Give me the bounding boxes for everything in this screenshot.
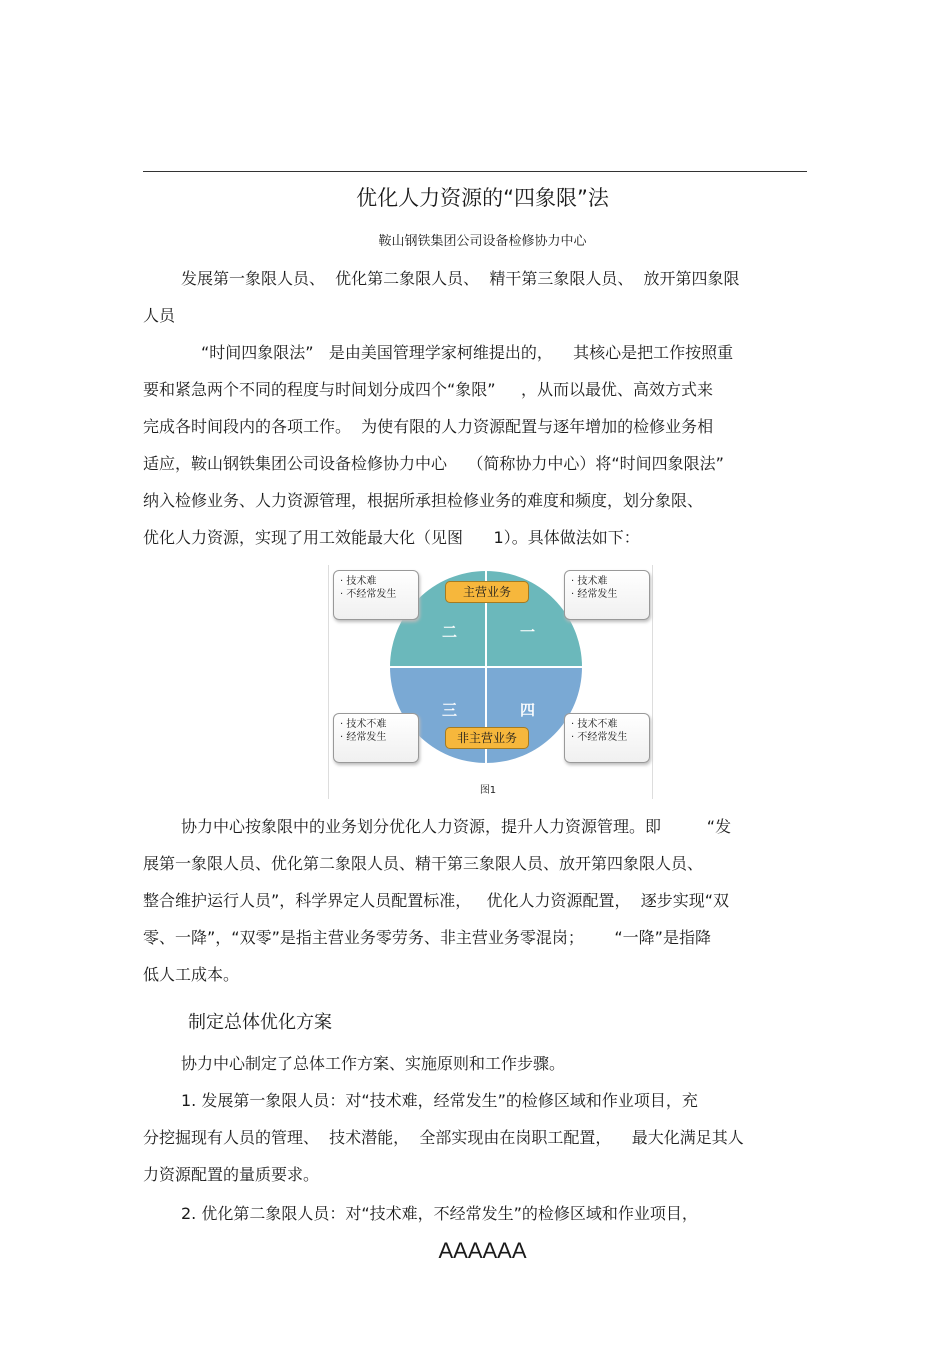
quadrant-figure [328, 565, 653, 799]
header-rule [143, 171, 807, 172]
text-line: 完成各时间段内的各项工作。 为使有限的人力资源配置与逐年增加的检修业务相 [143, 417, 714, 436]
text-line: 适应，鞍山钢铁集团公司设备检修协力中心 （简称协力中心）将“时间四象限法” [143, 454, 724, 473]
page-footer: AAAAAA [438, 1238, 527, 1263]
method-paragraph [143, 334, 813, 556]
box-line: · 技术不难 [571, 719, 618, 730]
text-line: 整合维护运行人员”，科学界定人员配置标准， 优化人力资源配置， 逐步实现“双 [143, 891, 730, 910]
box-line: · 经常发生 [340, 732, 387, 743]
text-line: 展第一象限人员、优化第二象限人员、精干第三象限人员、放开第四象限人员、 [143, 854, 704, 873]
text-line: “时间四象限法” 是由美国管理学家柯维提出的， 其核心是把工作按照重 [201, 343, 734, 362]
quadrant-4-label: 四 [520, 701, 536, 719]
result-paragraph [143, 808, 813, 993]
text-line: 力资源配置的量质要求。 [143, 1165, 320, 1184]
quadrant-2-label: 二 [442, 623, 458, 641]
step1-paragraph [143, 1082, 813, 1193]
text-line: 优化人力资源，实现了用工效能最大化（见图 1）。具体做法如下： [143, 528, 640, 547]
box-line: · 技术不难 [340, 719, 387, 730]
figure-border-left [328, 565, 329, 799]
text-line: 2. 优化第二象限人员：对“技术难，不经常发生”的检修区域和作业项目， [181, 1204, 698, 1223]
box-quadrant-3 [333, 713, 419, 763]
quadrant-1-label: 一 [520, 623, 536, 641]
text-line: 人员 [143, 306, 176, 325]
box-line: · 经常发生 [571, 589, 618, 600]
text-line: 分挖掘现有人员的管理、 技术潜能， 全部实现由在岗职工配置， 最大化满足其人 [143, 1128, 744, 1147]
intro-paragraph [143, 260, 813, 334]
text-line: 零、一降”，“双零”是指主营业务零劳务、非主营业务零混岗； “一降”是指降 [143, 928, 711, 947]
text-line: 纳入检修业务、人力资源管理，根据所承担检修业务的难度和频度，划分象限、 [143, 491, 704, 510]
box-quadrant-2 [333, 570, 419, 620]
section-heading: 制定总体优化方案 [188, 1012, 332, 1033]
box-line: · 技术难 [571, 576, 608, 587]
box-line: · 技术难 [340, 576, 377, 587]
quadrant-3-label: 三 [442, 701, 458, 719]
text-line: 协力中心制定了总体工作方案、实施原则和工作步骤。 [181, 1054, 566, 1073]
figure-caption: 图1 [479, 785, 497, 796]
figure-border-right [652, 565, 653, 799]
main-business-label: 主营业务 [445, 581, 529, 603]
box-quadrant-1 [564, 570, 650, 620]
horizontal-divider [390, 666, 582, 668]
non-main-business-label: 非主营业务 [445, 727, 529, 749]
text-line: 1. 发展第一象限人员：对“技术难，经常发生”的检修区域和作业项目，充 [181, 1091, 698, 1110]
page-subtitle: 鞍山钢铁集团公司设备检修协力中心 [378, 234, 587, 249]
page-title: 优化人力资源的“四象限”法 [356, 186, 609, 210]
box-quadrant-4 [564, 713, 650, 763]
plan-paragraph [143, 1045, 813, 1082]
text-line: 低人工成本。 [143, 965, 240, 984]
step2-paragraph [143, 1195, 813, 1232]
text-line: 协力中心按象限中的业务划分优化人力资源，提升人力资源管理。即 “发 [181, 817, 732, 836]
box-line: · 不经常发生 [571, 732, 628, 743]
box-line: · 不经常发生 [340, 589, 397, 600]
text-line: 要和紧急两个不同的程度与时间划分成四个“象限” ，从而以最优、高效方式来 [143, 380, 714, 399]
text-line: 发展第一象限人员、 优化第二象限人员、 精干第三象限人员、 放开第四象限 [181, 269, 740, 288]
